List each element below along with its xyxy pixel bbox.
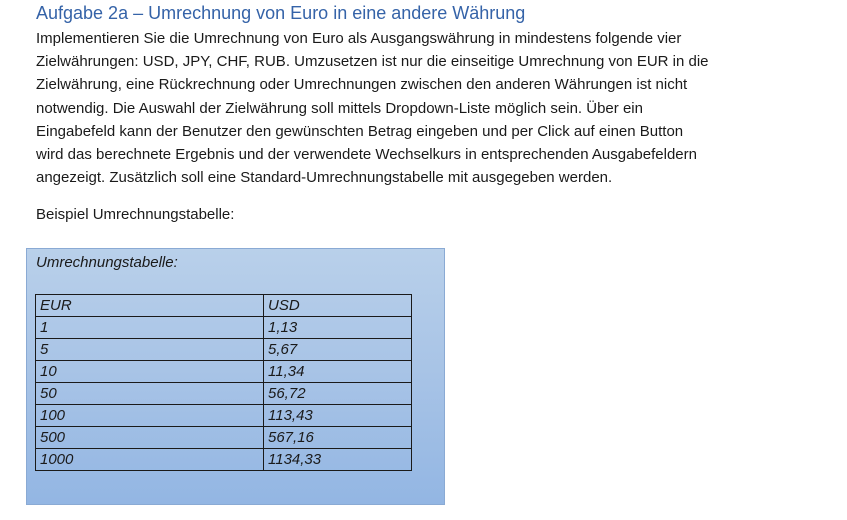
table-row: [36, 405, 412, 427]
table-row: [36, 317, 412, 339]
conversion-table: [35, 294, 412, 471]
table-row: [36, 361, 412, 383]
eur-cell: 10: [36, 361, 264, 383]
eur-cell: 500: [36, 427, 264, 449]
eur-cell: 100: [36, 405, 264, 427]
task-line: Eingabefeld kann der Benutzer den gewünschten Betrag eingeben und per Click auf einen Button: [36, 122, 684, 140]
usd-cell: 1134,33: [264, 449, 412, 471]
table-row: [36, 449, 412, 471]
usd-cell: 1,13: [264, 317, 412, 339]
conversion-table-box: [26, 248, 445, 505]
example-label: Beispiel Umrechnungstabelle:: [36, 206, 235, 223]
table-header-row: [36, 295, 412, 317]
usd-cell: 113,43: [264, 405, 412, 427]
usd-cell: 56,72: [264, 383, 412, 405]
eur-cell: 5: [36, 339, 264, 361]
table-row: [36, 427, 412, 449]
task-heading: Aufgabe 2a – Umrechnung von Euro in eine andere Währung: [36, 3, 526, 23]
task-line: angezeigt. Zusätzlich soll eine Standard-Umrechnungstabelle mit ausgegeben werden.: [36, 169, 613, 187]
task-line: Implementieren Sie die Umrechnung von Euro als Ausgangswährung in mindestens folgende vier: [36, 30, 682, 47]
eur-cell: 50: [36, 383, 264, 405]
usd-cell: 11,34: [264, 361, 412, 383]
column-header-usd: USD: [264, 295, 412, 317]
column-header-eur: EUR: [36, 295, 264, 317]
usd-cell: 5,67: [264, 339, 412, 361]
eur-cell: 1000: [36, 449, 264, 471]
task-line: wird das berechnete Ergebnis und der verwendete Wechselkurs in entsprechenden Ausgabefeldern: [36, 146, 697, 164]
table-row: [36, 383, 412, 405]
task-description: [36, 27, 826, 189]
eur-cell: 1: [36, 317, 264, 339]
conversion-table-title: Umrechnungstabelle:: [36, 254, 178, 271]
task-line: notwendig. Die Auswahl der Zielwährung soll mittels Dropdown-Liste möglich sein. Über ein: [36, 99, 643, 117]
usd-cell: 567,16: [264, 427, 412, 449]
table-row: [36, 339, 412, 361]
task-line: Zielwährung, eine Rückrechnung oder Umrechnungen zwischen den anderen Währungen ist nicht: [36, 76, 688, 94]
task-line: Zielwährungen: USD, JPY, CHF, RUB. Umzusetzen ist nur die einseitige Umrechnung von EUR in die: [36, 53, 709, 71]
